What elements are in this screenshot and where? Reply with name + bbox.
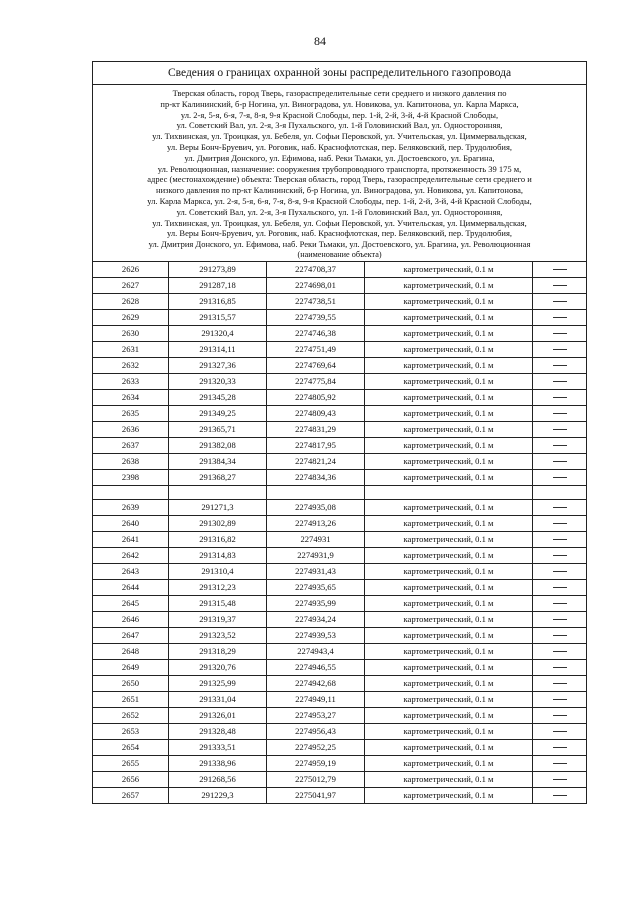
point-number-cell: 2639 xyxy=(93,499,169,515)
description-line: ул. Советский Вал, ул. 2-я, 3-я Пухальского, ул. 1-й Головинский Вал, ул. Односторонняя, xyxy=(176,206,503,217)
y-coordinate-cell: 2274817,95 xyxy=(267,437,365,453)
description-cell xyxy=(533,357,587,373)
x-coordinate-cell: 291287,18 xyxy=(169,277,267,293)
description-cell xyxy=(533,643,587,659)
y-coordinate-cell: 2274956,43 xyxy=(267,723,365,739)
y-coordinate-cell: 2274751,49 xyxy=(267,341,365,357)
x-coordinate-cell: 291302,89 xyxy=(169,515,267,531)
x-coordinate-cell: 291316,85 xyxy=(169,293,267,309)
dash-mark xyxy=(553,301,567,302)
point-number-cell: 2626 xyxy=(93,261,169,277)
method-cell: картометрический, 0.1 м xyxy=(365,421,533,437)
description-cell xyxy=(533,293,587,309)
y-coordinate-cell: 2274943,4 xyxy=(267,643,365,659)
table-row xyxy=(93,531,587,547)
y-coordinate-cell: 2274913,26 xyxy=(267,515,365,531)
table-row xyxy=(93,787,587,803)
description-cell xyxy=(533,611,587,627)
description-cell xyxy=(533,261,587,277)
description-cell xyxy=(533,739,587,755)
y-coordinate-cell: 2274809,43 xyxy=(267,405,365,421)
point-number-cell: 2632 xyxy=(93,357,169,373)
description-caption: (наименование объекта) xyxy=(297,249,382,259)
table-row xyxy=(93,707,587,723)
point-number-cell: 2651 xyxy=(93,691,169,707)
y-coordinate-cell: 2275041,97 xyxy=(267,787,365,803)
description-line: пр-кт Калининский, б-р Ногина, ул. Виноградова, ул. Новикова, ул. Капитонова, ул. Карла Маркса, xyxy=(160,98,519,109)
description-line: ул. Веры Бонч-Бруевич, ул. Роговик, наб. Краснофлотская, пер. Беляковский, пер. Трудолюбия, xyxy=(167,228,512,239)
description-cell xyxy=(533,405,587,421)
point-number-cell: 2398 xyxy=(93,469,169,485)
x-coordinate-cell: 291331,04 xyxy=(169,691,267,707)
description-line: ул. Дмитрия Донского, ул. Ефимова, наб. Реки Тьмаки, ул. Достоевского, ул. Брагина, ул. Революционная xyxy=(148,239,531,250)
empty-cell xyxy=(93,485,169,499)
x-coordinate-cell: 291325,99 xyxy=(169,675,267,691)
point-number-cell: 2650 xyxy=(93,675,169,691)
dash-mark xyxy=(553,587,567,588)
y-coordinate-cell: 2274831,29 xyxy=(267,421,365,437)
y-coordinate-cell: 2274935,65 xyxy=(267,579,365,595)
method-cell: картометрический, 0.1 м xyxy=(365,469,533,485)
document-title: Сведения о границах охранной зоны распределительного газопровода xyxy=(93,62,587,85)
point-number-cell: 2654 xyxy=(93,739,169,755)
y-coordinate-cell: 2274942,68 xyxy=(267,675,365,691)
y-coordinate-cell: 2274739,55 xyxy=(267,309,365,325)
x-coordinate-cell: 291318,29 xyxy=(169,643,267,659)
method-cell: картометрический, 0.1 м xyxy=(365,309,533,325)
dash-mark xyxy=(553,477,567,478)
dash-mark xyxy=(553,381,567,382)
dash-mark xyxy=(553,779,567,780)
point-number-cell: 2648 xyxy=(93,643,169,659)
method-cell: картометрический, 0.1 м xyxy=(365,437,533,453)
object-description xyxy=(93,85,587,262)
method-cell: картометрический, 0.1 м xyxy=(365,579,533,595)
table-row xyxy=(93,675,587,691)
dash-mark xyxy=(553,269,567,270)
y-coordinate-cell: 2274946,55 xyxy=(267,659,365,675)
empty-cell xyxy=(169,485,267,499)
empty-cell xyxy=(533,485,587,499)
point-number-cell: 2657 xyxy=(93,787,169,803)
description-line: Тверская область, город Тверь, газораспределительные сети среднего и низкого давления по xyxy=(172,88,507,98)
y-coordinate-cell: 2274931,9 xyxy=(267,547,365,563)
description-cell xyxy=(533,723,587,739)
description-cell xyxy=(533,675,587,691)
point-number-cell: 2627 xyxy=(93,277,169,293)
dash-mark xyxy=(553,667,567,668)
table-row xyxy=(93,547,587,563)
point-number-cell: 2649 xyxy=(93,659,169,675)
description-cell xyxy=(533,309,587,325)
method-cell: картометрический, 0.1 м xyxy=(365,595,533,611)
description-cell xyxy=(533,341,587,357)
separator-row xyxy=(93,485,587,499)
description-line: ул. Советский Вал, ул. 2-я, 3-я Пухальского, ул. 1-й Головинский Вал, ул. Односторонняя, xyxy=(176,120,503,131)
x-coordinate-cell: 291320,4 xyxy=(169,325,267,341)
y-coordinate-cell: 2274952,25 xyxy=(267,739,365,755)
y-coordinate-cell: 2274738,51 xyxy=(267,293,365,309)
description-cell xyxy=(533,469,587,485)
method-cell: картометрический, 0.1 м xyxy=(365,611,533,627)
description-cell xyxy=(533,421,587,437)
table-row xyxy=(93,405,587,421)
method-cell: картометрический, 0.1 м xyxy=(365,771,533,787)
x-coordinate-cell: 291333,51 xyxy=(169,739,267,755)
description-lines xyxy=(97,88,582,250)
method-cell: картометрический, 0.1 м xyxy=(365,405,533,421)
point-number-cell: 2628 xyxy=(93,293,169,309)
dash-mark xyxy=(553,365,567,366)
x-coordinate-cell: 291368,27 xyxy=(169,469,267,485)
x-coordinate-cell: 291327,36 xyxy=(169,357,267,373)
description-line: ул. 2-я, 5-я, 6-я, 7-я, 8-я, 9-я Красной Слободы, пер. 1-й, 2-й, 3-й, 4-й Красной Слободы, xyxy=(180,109,499,120)
point-number-cell: 2656 xyxy=(93,771,169,787)
dash-mark xyxy=(553,555,567,556)
dash-mark xyxy=(553,731,567,732)
y-coordinate-cell: 2274834,36 xyxy=(267,469,365,485)
method-cell: картометрический, 0.1 м xyxy=(365,627,533,643)
dash-mark xyxy=(553,715,567,716)
description-cell xyxy=(533,277,587,293)
method-cell: картометрический, 0.1 м xyxy=(365,755,533,771)
y-coordinate-cell: 2274931 xyxy=(267,531,365,547)
y-coordinate-cell: 2274934,24 xyxy=(267,611,365,627)
point-number-cell: 2638 xyxy=(93,453,169,469)
method-cell: картометрический, 0.1 м xyxy=(365,515,533,531)
method-cell: картометрический, 0.1 м xyxy=(365,723,533,739)
point-number-cell: 2629 xyxy=(93,309,169,325)
table-row xyxy=(93,357,587,373)
description-cell xyxy=(533,531,587,547)
y-coordinate-cell: 2274805,92 xyxy=(267,389,365,405)
method-cell: картометрический, 0.1 м xyxy=(365,325,533,341)
dash-mark xyxy=(553,619,567,620)
x-coordinate-cell: 291273,89 xyxy=(169,261,267,277)
x-coordinate-cell: 291268,56 xyxy=(169,771,267,787)
description-line: низкого давления по пр-кт Калининский, б-р Ногина, ул. Виноградова, ул. Новикова, ул. Капитонова, xyxy=(156,185,523,196)
method-cell: картометрический, 0.1 м xyxy=(365,373,533,389)
dash-mark xyxy=(553,397,567,398)
dash-mark xyxy=(553,747,567,748)
dash-mark xyxy=(553,699,567,700)
x-coordinate-cell: 291345,28 xyxy=(169,389,267,405)
x-coordinate-cell: 291315,57 xyxy=(169,309,267,325)
point-number-cell: 2630 xyxy=(93,325,169,341)
description-cell xyxy=(533,389,587,405)
table-row xyxy=(93,389,587,405)
y-coordinate-cell: 2274698,01 xyxy=(267,277,365,293)
dash-mark xyxy=(553,507,567,508)
point-number-cell: 2655 xyxy=(93,755,169,771)
method-cell: картометрический, 0.1 м xyxy=(365,341,533,357)
table-row xyxy=(93,277,587,293)
dash-mark xyxy=(553,285,567,286)
method-cell: картометрический, 0.1 м xyxy=(365,357,533,373)
method-cell: картометрический, 0.1 м xyxy=(365,389,533,405)
x-coordinate-cell: 291349,25 xyxy=(169,405,267,421)
y-coordinate-cell: 2274953,27 xyxy=(267,707,365,723)
description-cell xyxy=(533,515,587,531)
x-coordinate-cell: 291229,3 xyxy=(169,787,267,803)
point-number-cell: 2636 xyxy=(93,421,169,437)
method-cell: картометрический, 0.1 м xyxy=(365,643,533,659)
dash-mark xyxy=(553,429,567,430)
table-row xyxy=(93,437,587,453)
description-cell xyxy=(533,787,587,803)
method-cell: картометрический, 0.1 м xyxy=(365,499,533,515)
x-coordinate-cell: 291312,23 xyxy=(169,579,267,595)
point-number-cell: 2645 xyxy=(93,595,169,611)
table-row xyxy=(93,309,587,325)
x-coordinate-cell: 291316,82 xyxy=(169,531,267,547)
method-cell: картометрический, 0.1 м xyxy=(365,675,533,691)
description-cell xyxy=(533,547,587,563)
method-cell: картометрический, 0.1 м xyxy=(365,659,533,675)
x-coordinate-cell: 291320,76 xyxy=(169,659,267,675)
y-coordinate-cell: 2274935,08 xyxy=(267,499,365,515)
table-row xyxy=(93,739,587,755)
table-row xyxy=(93,691,587,707)
method-cell: картометрический, 0.1 м xyxy=(365,293,533,309)
y-coordinate-cell: 2274935,99 xyxy=(267,595,365,611)
method-cell: картометрический, 0.1 м xyxy=(365,707,533,723)
dash-mark xyxy=(553,445,567,446)
dash-mark xyxy=(553,795,567,796)
table-row xyxy=(93,469,587,485)
point-number-cell: 2634 xyxy=(93,389,169,405)
table-row xyxy=(93,723,587,739)
title-row xyxy=(93,62,587,85)
table-row xyxy=(93,499,587,515)
table-row xyxy=(93,373,587,389)
description-cell xyxy=(533,563,587,579)
point-number-cell: 2652 xyxy=(93,707,169,723)
method-cell: картометрический, 0.1 м xyxy=(365,453,533,469)
description-line: ул. Дмитрия Донского, ул. Ефимова, наб. Реки Тьмаки, ул. Достоевского, ул. Брагина, xyxy=(184,152,495,163)
description-row xyxy=(93,85,587,262)
point-number-cell: 2646 xyxy=(93,611,169,627)
y-coordinate-cell: 2275012,79 xyxy=(267,771,365,787)
description-line: ул. Революционная, назначение: сооружения трубопроводного транспорта, протяженность 39 175 м, xyxy=(157,163,522,174)
description-cell xyxy=(533,771,587,787)
dash-mark xyxy=(553,763,567,764)
table-row xyxy=(93,421,587,437)
description-line: ул. Карла Маркса, ул. 2-я, 5-я, 6-я, 7-я, 8-я, 9-я Красной Слободы, пер. 1-й, 2-й, 3-й, 4-й Красной Слободы, xyxy=(147,195,532,206)
table-row xyxy=(93,325,587,341)
x-coordinate-cell: 291365,71 xyxy=(169,421,267,437)
table-row xyxy=(93,341,587,357)
description-cell xyxy=(533,755,587,771)
description-cell xyxy=(533,373,587,389)
method-cell: картометрический, 0.1 м xyxy=(365,261,533,277)
method-cell: картометрический, 0.1 м xyxy=(365,787,533,803)
x-coordinate-cell: 291315,48 xyxy=(169,595,267,611)
x-coordinate-cell: 291382,08 xyxy=(169,437,267,453)
method-cell: картометрический, 0.1 м xyxy=(365,277,533,293)
table-row xyxy=(93,755,587,771)
point-number-cell: 2637 xyxy=(93,437,169,453)
description-cell xyxy=(533,691,587,707)
table-row xyxy=(93,611,587,627)
x-coordinate-cell: 291320,33 xyxy=(169,373,267,389)
y-coordinate-cell: 2274746,38 xyxy=(267,325,365,341)
point-number-cell: 2642 xyxy=(93,547,169,563)
description-line: ул. Тихвинская, ул. Троицкая, ул. Бебеля, ул. Софьи Перовской, ул. Учительская, ул. Циммервальдская, xyxy=(152,131,527,142)
table-row xyxy=(93,515,587,531)
description-cell xyxy=(533,595,587,611)
method-cell: картометрический, 0.1 м xyxy=(365,531,533,547)
table-row xyxy=(93,563,587,579)
x-coordinate-cell: 291271,3 xyxy=(169,499,267,515)
table-row xyxy=(93,643,587,659)
point-number-cell: 2647 xyxy=(93,627,169,643)
x-coordinate-cell: 291310,4 xyxy=(169,563,267,579)
table-row xyxy=(93,627,587,643)
x-coordinate-cell: 291384,34 xyxy=(169,453,267,469)
y-coordinate-cell: 2274769,64 xyxy=(267,357,365,373)
dash-mark xyxy=(553,413,567,414)
description-line: ул. Веры Бонч-Бруевич, ул. Роговик, наб. Краснофлотская, пер. Беляковский, пер. Трудолюбия, xyxy=(167,141,512,152)
point-number-cell: 2640 xyxy=(93,515,169,531)
description-cell xyxy=(533,499,587,515)
y-coordinate-cell: 2274949,11 xyxy=(267,691,365,707)
x-coordinate-cell: 291319,37 xyxy=(169,611,267,627)
table-row xyxy=(93,261,587,277)
y-coordinate-cell: 2274821,24 xyxy=(267,453,365,469)
point-number-cell: 2633 xyxy=(93,373,169,389)
dash-mark xyxy=(553,571,567,572)
description-cell xyxy=(533,579,587,595)
description-line: ул. Тихвинская, ул. Троицкая, ул. Бебеля, ул. Софьи Перовской, ул. Учительская, ул. Циммервальдская, xyxy=(152,217,527,228)
empty-cell xyxy=(365,485,533,499)
method-cell: картометрический, 0.1 м xyxy=(365,563,533,579)
boundary-table xyxy=(92,61,587,804)
point-number-cell: 2653 xyxy=(93,723,169,739)
x-coordinate-cell: 291328,48 xyxy=(169,723,267,739)
page-number: 84 xyxy=(314,34,326,48)
dash-mark xyxy=(553,523,567,524)
table-row xyxy=(93,659,587,675)
y-coordinate-cell: 2274708,37 xyxy=(267,261,365,277)
dash-mark xyxy=(553,317,567,318)
table-row xyxy=(93,771,587,787)
table-row xyxy=(93,579,587,595)
description-cell xyxy=(533,325,587,341)
method-cell: картометрический, 0.1 м xyxy=(365,739,533,755)
dash-mark xyxy=(553,651,567,652)
method-cell: картометрический, 0.1 м xyxy=(365,547,533,563)
point-number-cell: 2643 xyxy=(93,563,169,579)
point-number-cell: 2644 xyxy=(93,579,169,595)
y-coordinate-cell: 2274775,84 xyxy=(267,373,365,389)
x-coordinate-cell: 291338,96 xyxy=(169,755,267,771)
x-coordinate-cell: 291323,52 xyxy=(169,627,267,643)
table-row xyxy=(93,595,587,611)
point-number-cell: 2641 xyxy=(93,531,169,547)
x-coordinate-cell: 291314,83 xyxy=(169,547,267,563)
y-coordinate-cell: 2274959,19 xyxy=(267,755,365,771)
dash-mark xyxy=(553,461,567,462)
empty-cell xyxy=(267,485,365,499)
dash-mark xyxy=(553,539,567,540)
table-row xyxy=(93,453,587,469)
dash-mark xyxy=(553,349,567,350)
description-cell xyxy=(533,453,587,469)
x-coordinate-cell: 291326,01 xyxy=(169,707,267,723)
table-row xyxy=(93,293,587,309)
point-number-cell: 2635 xyxy=(93,405,169,421)
y-coordinate-cell: 2274931,43 xyxy=(267,563,365,579)
point-number-cell: 2631 xyxy=(93,341,169,357)
method-cell: картометрический, 0.1 м xyxy=(365,691,533,707)
y-coordinate-cell: 2274939,53 xyxy=(267,627,365,643)
description-cell xyxy=(533,707,587,723)
dash-mark xyxy=(553,635,567,636)
description-line: адрес (местонахождение) объекта: Тверская область, город Тверь, газораспределительные сети среднего и xyxy=(147,174,532,185)
description-cell xyxy=(533,659,587,675)
dash-mark xyxy=(553,683,567,684)
dash-mark xyxy=(553,333,567,334)
description-cell xyxy=(533,437,587,453)
x-coordinate-cell: 291314,11 xyxy=(169,341,267,357)
dash-mark xyxy=(553,603,567,604)
description-cell xyxy=(533,627,587,643)
